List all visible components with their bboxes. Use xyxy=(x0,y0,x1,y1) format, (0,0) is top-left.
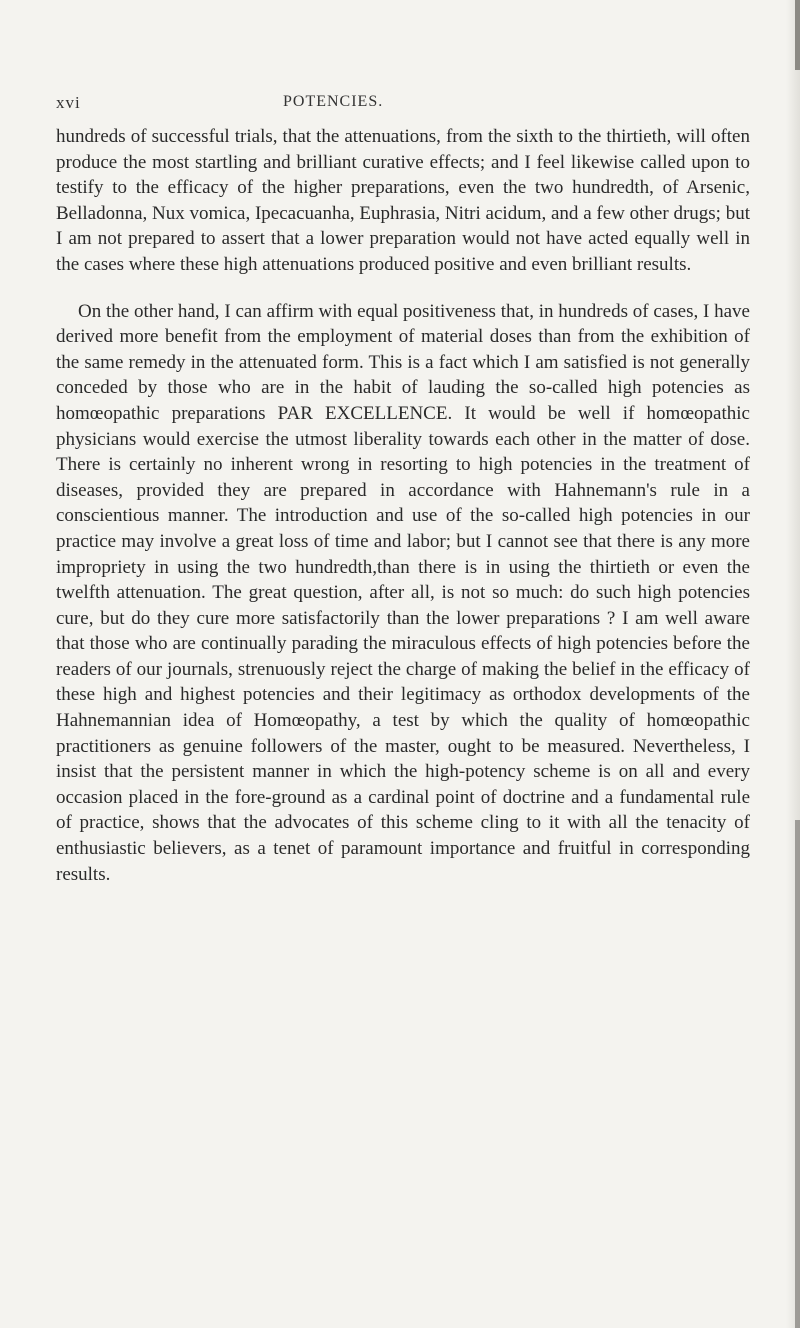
scan-edge-mark xyxy=(795,0,800,70)
page-number: xvi xyxy=(56,93,81,112)
scan-edge-mark xyxy=(795,820,800,1328)
paragraph: On the other hand, I can affirm with equal positiveness that, in hundreds of cases, I have derived more benefit from the employment of material doses than from the exhibition of the same remedy in the attenuated form. This is a fact which I am satisfied is not generally conceded by those who are in the habit of lauding the so-called high potencies as homœopathic preparations PAR EXCELLENCE. It would be well if homœopathic physicians would exercise the utmost liberality towards each other in the matter of dose. There is certainly no inherent wrong in resorting to high potencies in the treatment of diseases, provided they are prepared in accordance with Hahnemann's rule in a conscientious manner. The introduction and use of the so-called high potencies in our practice may involve a great loss of time and labor; but I cannot see that there is any more impropriety in using the two hundredth,than there is in using the thirtieth or even the twelfth attenuation. The great question, after all, is not so much: do such high potencies cure, but do they cure more satisfactorily than the lower preparations ? I am well aware that those who are continually parading the miraculous effects of high potencies before the readers of our journals, strenuously reject the charge of making the belief in the efficacy of these high and highest potencies and their legitimacy as orthodox developments of the Hahnemannian idea of Homœopathy, a test by which the quality of homœopathic practitioners as genuine followers of the master, ought to be measured. Nevertheless, I insist that the persistent manner in which the high-potency scheme is on all and every occasion placed in the fore-ground as a cardinal point of doctrine and a fundamental rule of practice, shows that the advocates of this scheme cling to it with all the tenacity of enthusiastic believers, as a tenet of paramount importance and fruitful in corresponding results. xyxy=(56,300,750,885)
running-title: POTENCIES. xyxy=(283,93,384,110)
paragraph: hundreds of successful trials, that the attenuations, from the sixth to the thirtieth, will often produce the most startling and brilliant curative effects; and I feel likewise called upon to testify to the efficacy of the higher preparations, even the two hundredth, of Arsenic, Belladonna, Nux vomica, Ipecacuanha, Euphrasia, Nitri acidum, and a few other drugs; but I am not prepared to assert that a lower preparation would not have acted equally well in the cases where these high attenuations produced positive and even brilliant results. xyxy=(56,126,750,275)
body-text xyxy=(56,124,750,887)
